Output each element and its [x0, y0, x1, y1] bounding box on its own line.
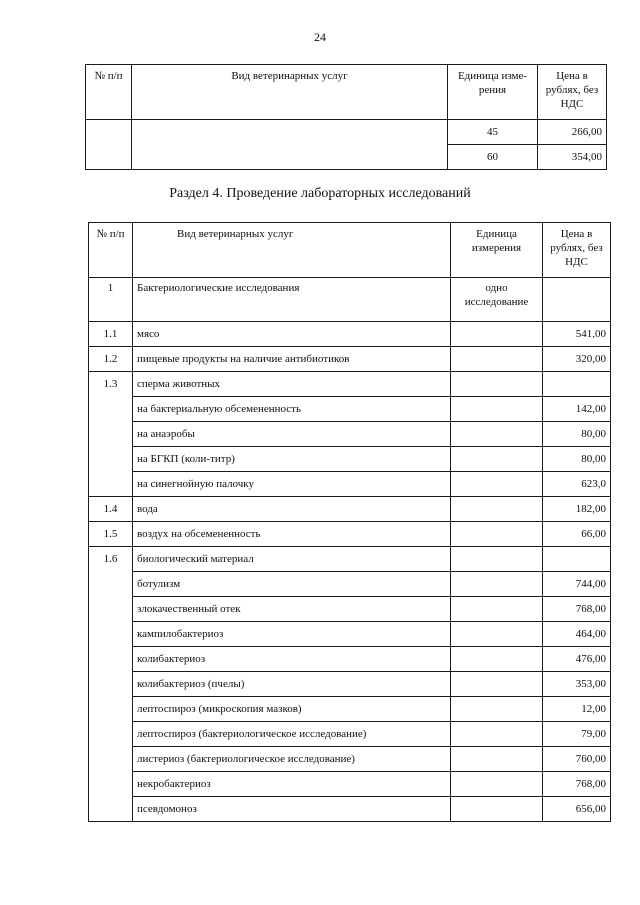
table-row: [89, 447, 611, 472]
price-cell: 320,00: [543, 347, 611, 372]
service-cell: мясо: [133, 322, 451, 347]
price-cell: 476,00: [543, 647, 611, 672]
table-row: [89, 547, 611, 572]
unit-cell: [451, 572, 543, 597]
service-cell: биологический материал: [133, 547, 451, 572]
service-cell: Бактериологические исследования: [133, 278, 451, 322]
table-row: [89, 572, 611, 597]
unit-cell: [451, 322, 543, 347]
price-cell: 744,00: [543, 572, 611, 597]
table-row: [89, 472, 611, 497]
service-cell: колибактериоз (пчелы): [133, 672, 451, 697]
price-cell: [543, 372, 611, 397]
price-cell: [543, 278, 611, 322]
page-number: 24: [314, 30, 326, 44]
service-cell: на БГКП (коли-титр): [133, 447, 451, 472]
price-cell: 266,00: [538, 120, 607, 145]
unit-cell: [451, 497, 543, 522]
service-cell: на бактериальную обсемененность: [133, 397, 451, 422]
price-cell: 80,00: [543, 447, 611, 472]
unit-cell: [451, 422, 543, 447]
unit-cell: [451, 472, 543, 497]
unit-cell: [451, 547, 543, 572]
table-row: [89, 772, 611, 797]
price-cell: [543, 547, 611, 572]
table-row: [89, 672, 611, 697]
service-cell: колибактериоз: [133, 647, 451, 672]
unit-cell: [451, 722, 543, 747]
unit-cell: 45: [448, 120, 538, 145]
service-cell: листериоз (бактериологическое исследование): [133, 747, 451, 772]
table-row: [89, 522, 611, 547]
table-row: [89, 372, 611, 397]
unit-cell: [451, 747, 543, 772]
unit-cell: [451, 622, 543, 647]
price-cell: 623,0: [543, 472, 611, 497]
unit-cell: [451, 597, 543, 622]
header-unit: Единица изме-рения: [448, 65, 538, 120]
unit-cell: [451, 347, 543, 372]
price-cell: 354,00: [538, 145, 607, 170]
table-row: [89, 397, 611, 422]
price-cell: 541,00: [543, 322, 611, 347]
num-cell: [86, 120, 132, 170]
header-price: Цена в рублях, без НДС: [543, 223, 611, 278]
section-title: Раздел 4. Проведение лабораторных исследований: [169, 186, 471, 201]
price-cell: 80,00: [543, 422, 611, 447]
num-cell: 1.5: [89, 522, 133, 547]
table-row: [89, 278, 611, 322]
unit-cell: [451, 447, 543, 472]
price-cell: 12,00: [543, 697, 611, 722]
header-service: Вид ветеринарных услуг: [132, 65, 448, 120]
header-service: Вид ветеринарных услуг: [133, 223, 451, 278]
header-unit: Единица измерения: [451, 223, 543, 278]
table-row: [89, 697, 611, 722]
table-row: [89, 647, 611, 672]
service-cell: псевдомоноз: [133, 797, 451, 822]
num-cell: 1: [89, 278, 133, 322]
num-cell: 1.3: [89, 372, 133, 497]
table-row: [89, 747, 611, 772]
table-row: [89, 622, 611, 647]
table-row: [89, 722, 611, 747]
service-cell: кампилобактериоз: [133, 622, 451, 647]
num-cell: 1.1: [89, 322, 133, 347]
num-cell: 1.6: [89, 547, 133, 822]
service-cell: сперма животных: [133, 372, 451, 397]
price-cell: 656,00: [543, 797, 611, 822]
table-row: [89, 422, 611, 447]
price-cell: 760,00: [543, 747, 611, 772]
table-row: [89, 322, 611, 347]
unit-cell: одно исследование: [451, 278, 543, 322]
table-row: [89, 497, 611, 522]
price-cell: 353,00: [543, 672, 611, 697]
service-cell: лептоспироз (микроскопия мазков): [133, 697, 451, 722]
unit-cell: [451, 772, 543, 797]
table-row: [89, 597, 611, 622]
header-num: № п/п: [86, 65, 132, 120]
table-header-row: [86, 65, 607, 120]
service-cell: воздух на обсемененность: [133, 522, 451, 547]
num-cell: 1.2: [89, 347, 133, 372]
table-top: [85, 64, 607, 170]
price-cell: 182,00: [543, 497, 611, 522]
service-cell: лептоспироз (бактериологическое исследование): [133, 722, 451, 747]
table-main: [88, 222, 611, 822]
price-cell: 768,00: [543, 772, 611, 797]
service-cell: на синегнойную палочку: [133, 472, 451, 497]
service-cell: [132, 120, 448, 170]
service-cell: некробактериоз: [133, 772, 451, 797]
service-cell: ботулизм: [133, 572, 451, 597]
price-cell: 66,00: [543, 522, 611, 547]
service-cell: пищевые продукты на наличие антибиотиков: [133, 347, 451, 372]
service-cell: злокачественный отек: [133, 597, 451, 622]
price-cell: 464,00: [543, 622, 611, 647]
price-cell: 79,00: [543, 722, 611, 747]
table-header-row: [89, 223, 611, 278]
unit-cell: [451, 797, 543, 822]
price-cell: 142,00: [543, 397, 611, 422]
price-cell: 768,00: [543, 597, 611, 622]
service-cell: на анаэробы: [133, 422, 451, 447]
service-cell: вода: [133, 497, 451, 522]
unit-cell: [451, 397, 543, 422]
unit-cell: [451, 647, 543, 672]
header-price: Цена в рублях, без НДС: [538, 65, 607, 120]
header-num: № п/п: [89, 223, 133, 278]
unit-cell: [451, 372, 543, 397]
unit-cell: [451, 672, 543, 697]
unit-cell: [451, 522, 543, 547]
num-cell: 1.4: [89, 497, 133, 522]
table-row: [86, 120, 607, 145]
unit-cell: [451, 697, 543, 722]
table-row: [89, 347, 611, 372]
table-row: [89, 797, 611, 822]
unit-cell: 60: [448, 145, 538, 170]
